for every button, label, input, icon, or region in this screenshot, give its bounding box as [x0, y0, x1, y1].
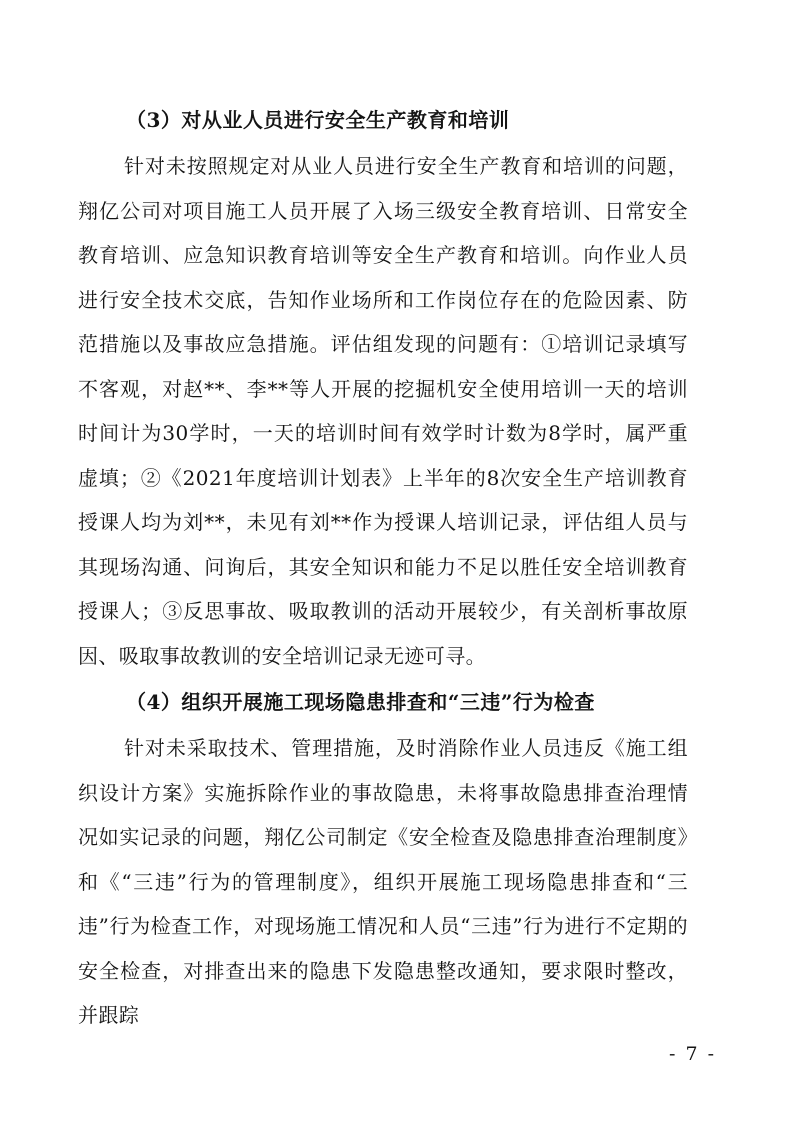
section-body-3: 针对未按照规定对从业人员进行安全生产教育和培训的问题，翔亿公司对项目施工人员开展了入场三级安全教育培训、日常安全教育培训、应急知识教育培训等安全生产教育和培训。向作业人员进行安全技术交底，告知作业场所和工作岗位存在的危险因素、防范措施以及事故应急措施。评估组发现的问题有：①培训记录填写不客观，对赵**、李**等人开展的挖掘机安全使用培训一天的培训时间计为30学时，一天的培训时间有效学时计数为8学时，属严重虚填；②《2021年度培训计划表》上半年的8次安全生产培训教育授课人均为刘**，未见有刘**作为授课人培训记录，评估组人员与其现场沟通、问询后，其安全知识和能力不足以胜任安全培训教育授课人；③反思事故、吸取教训的活动开展较少，有关剖析事故原因、吸取事故教训的安全培训记录无迹可寻。 [78, 154, 688, 668]
page-content [78, 98, 688, 1038]
section-heading-3: （3）对从业人员进行安全生产教育和培训 [126, 108, 510, 132]
section-body-4: 针对未采取技术、管理措施，及时消除作业人员违反《施工组织设计方案》实施拆除作业的事故隐患，未将事故隐患排查治理情况如实记录的问题，翔亿公司制定《安全检查及隐患排查治理制度》和《“三违”行为的管理制度》，组织开展施工现场隐患排查和“三违”行为检查工作，对现场施工情况和人员“三违”行为进行不定期的安全检查，对排查出来的隐患下发隐患整改通知，要求限时整改，并跟踪 [78, 736, 688, 1027]
page-number: - 7 - [668, 1043, 716, 1065]
section-heading-4: （4）组织开展施工现场隐患排查和“三违”行为检查 [126, 690, 595, 714]
